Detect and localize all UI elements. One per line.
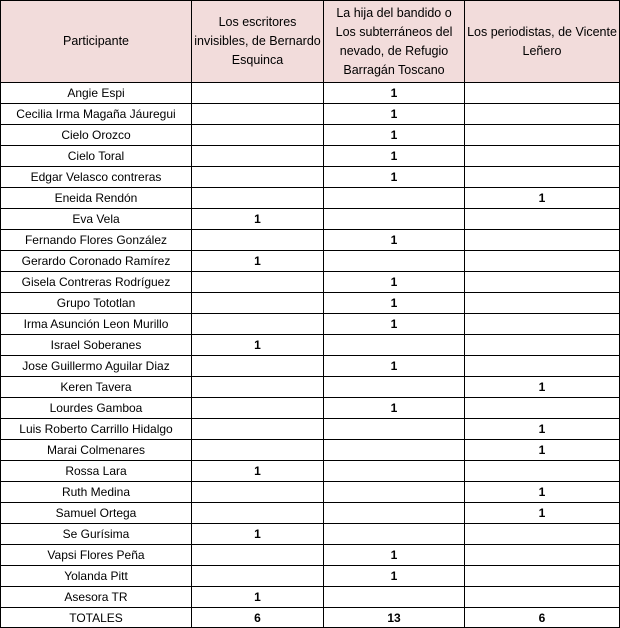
participant-name: Israel Soberanes [1, 335, 192, 356]
participant-name: Grupo Tototlan [1, 293, 192, 314]
header-hija-del-bandido: La hija del bandido o Los subterráneos del nevado, de Refugio Barragán Toscano [324, 1, 465, 83]
table-row [1, 440, 620, 461]
vote-los-periodistas [465, 230, 620, 251]
participant-name: Samuel Ortega [1, 503, 192, 524]
table-row [1, 482, 620, 503]
table-body [1, 83, 620, 628]
table-row [1, 335, 620, 356]
totals-label: TOTALES [1, 608, 192, 628]
participant-name: Lourdes Gamboa [1, 398, 192, 419]
vote-los-periodistas [465, 209, 620, 230]
vote-escritores-invisibles: 1 [192, 461, 324, 482]
table-row [1, 398, 620, 419]
table-row [1, 293, 620, 314]
table-row [1, 377, 620, 398]
vote-hija-del-bandido [324, 461, 465, 482]
total-los-periodistas: 6 [465, 608, 620, 628]
vote-hija-del-bandido: 1 [324, 104, 465, 125]
vote-hija-del-bandido: 1 [324, 167, 465, 188]
participant-name: Asesora TR [1, 587, 192, 608]
vote-escritores-invisibles [192, 566, 324, 587]
vote-hija-del-bandido: 1 [324, 314, 465, 335]
vote-hija-del-bandido [324, 335, 465, 356]
vote-escritores-invisibles [192, 419, 324, 440]
vote-hija-del-bandido: 1 [324, 293, 465, 314]
participant-name: Eneida Rendón [1, 188, 192, 209]
vote-los-periodistas [465, 398, 620, 419]
vote-escritores-invisibles: 1 [192, 251, 324, 272]
vote-los-periodistas [465, 524, 620, 545]
vote-los-periodistas [465, 587, 620, 608]
table-row [1, 104, 620, 125]
header-row [1, 1, 620, 83]
total-escritores-invisibles: 6 [192, 608, 324, 628]
vote-los-periodistas [465, 104, 620, 125]
vote-los-periodistas [465, 146, 620, 167]
vote-escritores-invisibles [192, 230, 324, 251]
vote-hija-del-bandido: 1 [324, 272, 465, 293]
participant-name: Marai Colmenares [1, 440, 192, 461]
vote-los-periodistas [465, 566, 620, 587]
vote-los-periodistas [465, 314, 620, 335]
vote-hija-del-bandido: 1 [324, 545, 465, 566]
vote-hija-del-bandido [324, 587, 465, 608]
table-row [1, 314, 620, 335]
vote-escritores-invisibles [192, 482, 324, 503]
table-row [1, 566, 620, 587]
participant-name: Angie Espi [1, 83, 192, 104]
table-row [1, 125, 620, 146]
table-row [1, 167, 620, 188]
vote-los-periodistas [465, 356, 620, 377]
vote-escritores-invisibles [192, 314, 324, 335]
vote-hija-del-bandido [324, 503, 465, 524]
vote-los-periodistas [465, 272, 620, 293]
vote-hija-del-bandido: 1 [324, 230, 465, 251]
vote-hija-del-bandido [324, 419, 465, 440]
vote-escritores-invisibles [192, 167, 324, 188]
participant-name: Ruth Medina [1, 482, 192, 503]
table-row [1, 146, 620, 167]
participant-name: Edgar Velasco contreras [1, 167, 192, 188]
vote-escritores-invisibles [192, 545, 324, 566]
vote-los-periodistas [465, 125, 620, 146]
vote-los-periodistas: 1 [465, 482, 620, 503]
vote-los-periodistas [465, 545, 620, 566]
table-row [1, 272, 620, 293]
vote-escritores-invisibles [192, 398, 324, 419]
table-row [1, 587, 620, 608]
table-row [1, 188, 620, 209]
participant-name: Vapsi Flores Peña [1, 545, 192, 566]
participant-name: Luis Roberto Carrillo Hidalgo [1, 419, 192, 440]
table-row [1, 461, 620, 482]
vote-hija-del-bandido: 1 [324, 356, 465, 377]
vote-hija-del-bandido [324, 524, 465, 545]
participant-name: Keren Tavera [1, 377, 192, 398]
participant-name: Rossa Lara [1, 461, 192, 482]
vote-hija-del-bandido [324, 440, 465, 461]
header-los-periodistas: Los periodistas, de Vicente Leñero [465, 1, 620, 83]
vote-los-periodistas: 1 [465, 503, 620, 524]
vote-los-periodistas: 1 [465, 440, 620, 461]
vote-escritores-invisibles [192, 503, 324, 524]
vote-los-periodistas [465, 461, 620, 482]
vote-hija-del-bandido: 1 [324, 566, 465, 587]
vote-escritores-invisibles [192, 188, 324, 209]
vote-escritores-invisibles [192, 272, 324, 293]
vote-hija-del-bandido [324, 377, 465, 398]
table-row [1, 230, 620, 251]
table-row [1, 209, 620, 230]
vote-hija-del-bandido [324, 188, 465, 209]
vote-los-periodistas [465, 83, 620, 104]
participant-name: Yolanda Pitt [1, 566, 192, 587]
vote-los-periodistas [465, 293, 620, 314]
participant-name: Eva Vela [1, 209, 192, 230]
table-row [1, 83, 620, 104]
vote-escritores-invisibles [192, 356, 324, 377]
header-participante: Participante [1, 1, 192, 83]
vote-escritores-invisibles: 1 [192, 335, 324, 356]
vote-escritores-invisibles: 1 [192, 209, 324, 230]
participant-name: Gerardo Coronado Ramírez [1, 251, 192, 272]
table-row [1, 524, 620, 545]
vote-los-periodistas: 1 [465, 188, 620, 209]
participant-name: Gisela Contreras Rodríguez [1, 272, 192, 293]
participant-name: Cielo Toral [1, 146, 192, 167]
table-row [1, 251, 620, 272]
table-row [1, 419, 620, 440]
vote-hija-del-bandido: 1 [324, 83, 465, 104]
total-hija-del-bandido: 13 [324, 608, 465, 628]
vote-hija-del-bandido: 1 [324, 146, 465, 167]
vote-escritores-invisibles [192, 104, 324, 125]
participant-name: Se Gurísima [1, 524, 192, 545]
vote-hija-del-bandido: 1 [324, 398, 465, 419]
participant-name: Jose Guillermo Aguilar Diaz [1, 356, 192, 377]
table-row [1, 356, 620, 377]
vote-escritores-invisibles: 1 [192, 587, 324, 608]
table-row [1, 503, 620, 524]
vote-hija-del-bandido: 1 [324, 125, 465, 146]
vote-escritores-invisibles [192, 146, 324, 167]
totals-row [1, 608, 620, 628]
vote-escritores-invisibles [192, 83, 324, 104]
vote-los-periodistas [465, 335, 620, 356]
participant-name: Fernando Flores González [1, 230, 192, 251]
vote-escritores-invisibles [192, 125, 324, 146]
vote-hija-del-bandido [324, 482, 465, 503]
header-escritores-invisibles: Los escritores invisibles, de Bernardo Esquinca [192, 1, 324, 83]
vote-los-periodistas [465, 251, 620, 272]
table-header [1, 1, 620, 83]
participant-name: Irma Asunción Leon Murillo [1, 314, 192, 335]
vote-hija-del-bandido [324, 251, 465, 272]
vote-los-periodistas: 1 [465, 377, 620, 398]
vote-escritores-invisibles [192, 377, 324, 398]
vote-los-periodistas [465, 167, 620, 188]
vote-hija-del-bandido [324, 209, 465, 230]
vote-escritores-invisibles [192, 293, 324, 314]
table-row [1, 545, 620, 566]
vote-escritores-invisibles [192, 440, 324, 461]
vote-los-periodistas: 1 [465, 419, 620, 440]
participant-name: Cielo Orozco [1, 125, 192, 146]
vote-escritores-invisibles: 1 [192, 524, 324, 545]
participant-name: Cecilia Irma Magaña Jáuregui [1, 104, 192, 125]
